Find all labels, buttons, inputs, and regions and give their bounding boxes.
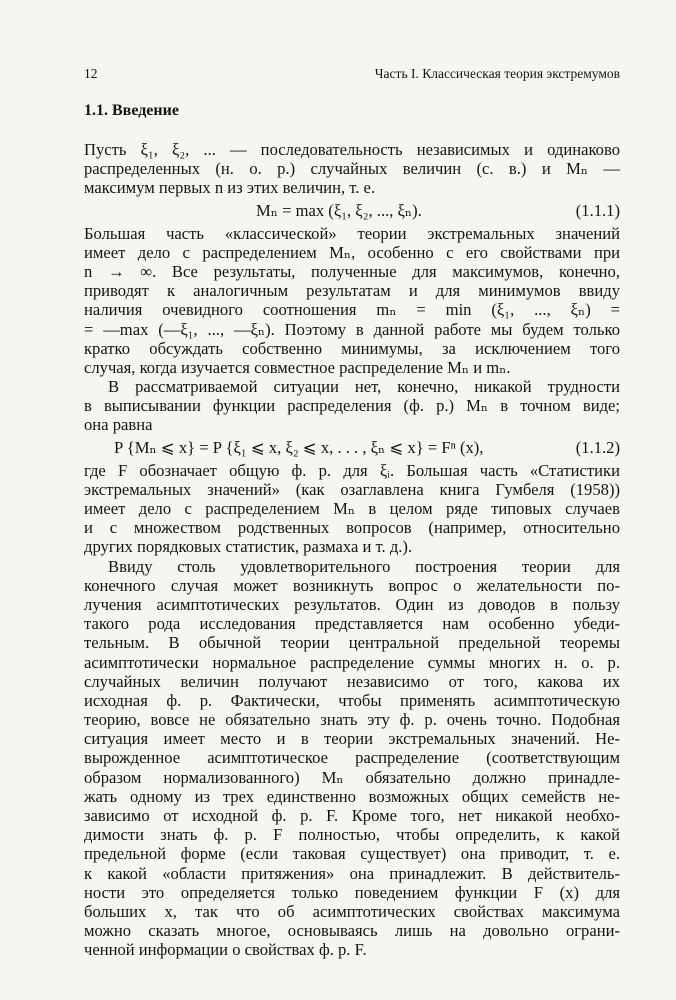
text-line: = —max (—ξ₁, ..., —ξₙ). Поэтому в данной работе мы будем только [84,319,620,339]
text-line: тельным. В обычной теории центральной предельной теоремы [84,633,620,653]
text-line: Большая часть «классической» теории экстремальных значений [84,223,620,243]
text-line: и с множеством родственных вопросов (например, относительно [84,518,620,538]
equation-1-1-2 [84,435,620,461]
text-line: Ввиду столь удовлетворительного построения теории для [108,556,620,576]
text-line: наличия очевидного соотношения mₙ = min (ξ₁, ..., ξₙ) = [84,300,620,320]
text-line: случайных величин получают независимо от того, какова их [84,671,620,691]
equation-number: (1.1.1) [575,200,620,220]
text-line: экстремальных значений» (как озаглавлена книга Гумбеля (1958)) [84,479,620,499]
text-line: распределенных (н. о. р.) случайных величин (с. в.) и Mₙ — [84,159,620,179]
text-line: она равна [84,415,153,435]
text-line: приводят к аналогичным результатам и для минимумов ввиду [84,281,620,301]
equation-1-1-1 [84,198,620,224]
text-line: теорию, вовсе не обязательно знать эту ф. р. очень точно. Подобная [84,710,620,730]
text-line: конечного случая может возникнуть вопрос о желательности по- [84,575,620,595]
body-text [84,140,620,960]
page-number: 12 [84,66,98,81]
text-line: ситуация имеет место и в теории экстремальных значений. Не- [84,729,620,749]
running-title: Часть I. Классическая теория экстремумов [374,66,620,81]
text-line: в выписывании функции распределения (ф. р.) Mₙ в точном виде; [84,396,620,416]
equation-number: (1.1.2) [575,437,620,457]
text-line: исходная ф. р. Фактически, чтобы применять асимптотическую [84,690,620,710]
text-line: имеет дело с распределением Mₙ в целом ряде типовых случаев [84,499,620,518]
text-line: такого рода исследования представляется нам особенно убеди- [84,614,620,634]
text-line: кратко обсуждать собственно минимумы, за исключением того [84,338,620,358]
text-line: ченной информации о свойствах ф. р. F. [84,940,367,960]
text-line: жать одному из трех единственно возможных общих семейств не- [84,786,620,806]
text-line: n → ∞. Все результаты, полученные для максимумов, конечно, [84,261,620,281]
text-line: других порядковых статистик, размаха и т. д.). [84,537,413,557]
text-line: к какой «области притяжения» она принадлежит. В действитель- [84,863,620,883]
text-line: вырожденное асимптотическое распределение (соответствующим [84,748,620,768]
text-line: лучения асимптотических результатов. Один из доводов в пользу [84,594,620,614]
text-line: можно сказать многое, основываясь лишь на довольно ограни- [84,921,620,941]
equation-formula: P {Mₙ ⩽ x} = P {ξ₁ ⩽ x, ξ₂ ⩽ x, . . . , ξₙ ⩽ x} = Fⁿ (x), [114,437,484,457]
text-line: В рассматриваемой ситуации нет, конечно, никакой трудности [108,377,620,397]
section-title: 1.1. Введение [84,102,179,119]
text-line: зависимо от исходной ф. р. F. Кроме того, нет никакой необхо- [84,806,620,825]
text-line: предельной форме (если таковая существует) она приводит, т. е. [84,844,620,864]
text-line: больших x, так что об асимптотических свойствах максимума [84,901,620,921]
text-line: имеет дело с распределением Mₙ, особенно с его свойствами при [84,242,620,262]
text-line: димости знать ф. р. F полностью, чтобы определить, к какой [84,825,620,845]
text-line: максимум первых n из этих величин, т. е. [84,178,376,198]
text-line: где F обозначает общую ф. р. для ξᵢ. Большая часть «Статистики [84,460,620,480]
text-line: образом нормализованного) Mₙ обязательно должно принадле- [84,767,620,787]
text-line: асимптотически нормальное распределение суммы многих н. о. р. [84,652,620,672]
text-line: случая, когда изучается совместное распределение Mₙ и mₙ. [84,357,511,377]
equation-formula: Mₙ = max (ξ₁, ξ₂, ..., ξₙ). [256,200,422,220]
text-line: Пусть ξ₁, ξ₂, ... — последовательность независимых и одинаково [84,140,620,159]
text-line: ности это определяется только поведением функции F (x) для [84,882,620,902]
